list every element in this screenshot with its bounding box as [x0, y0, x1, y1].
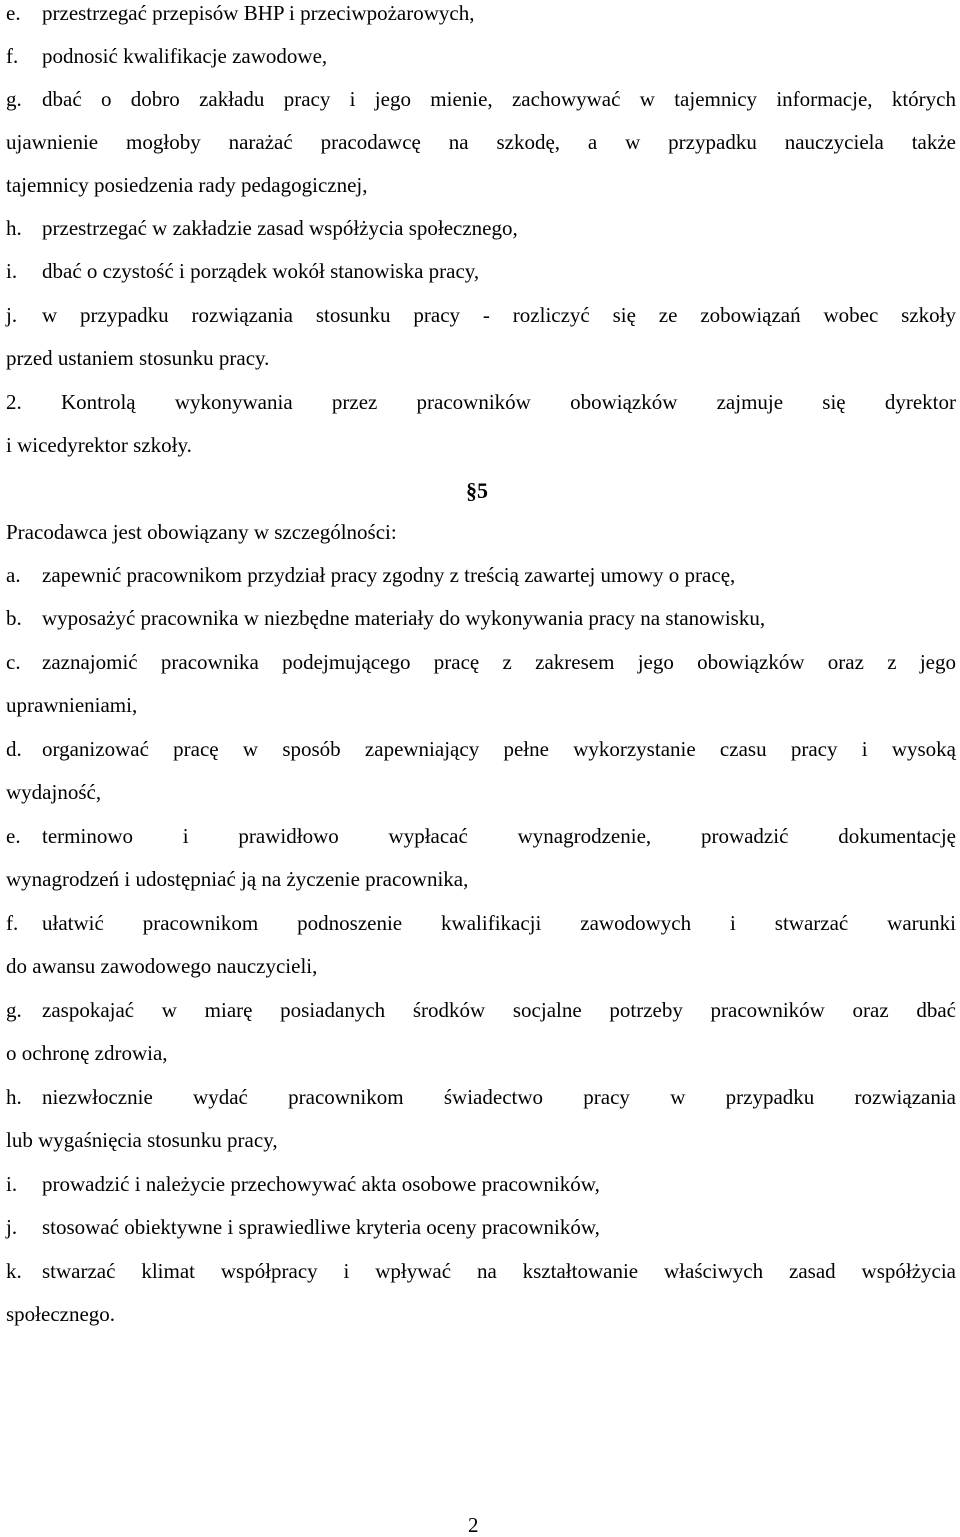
item-text: wyposażyć pracownika w niezbędne materiały do wykonywania pracy na stanowisku, [42, 606, 766, 630]
item-text: zaspokajać w miarę posiadanych środków socjalne potrzeby pracowników oraz dbać [42, 998, 956, 1022]
list-item-e [6, 0, 956, 26]
list-item-j [6, 302, 956, 328]
item-letter: i. [6, 1172, 18, 1196]
item-letter: c. [6, 650, 21, 674]
section-heading: §5 [466, 478, 488, 503]
list-item-g2 [6, 997, 956, 1023]
item-continuation: ujawnienie mogłoby narażać pracodawcę na szkodę, a w przypadku nauczyciela także [6, 130, 956, 154]
item-letter: h. [6, 1085, 22, 1109]
item-letter: f. [6, 911, 19, 935]
list-item-k [6, 1258, 956, 1284]
list-item-j2 [6, 1214, 956, 1240]
item-letter: e. [6, 824, 21, 848]
item-text: terminowo i prawidłowo wypłacać wynagrodzenie, prowadzić dokumentację [42, 824, 956, 848]
list-item-c [6, 649, 956, 675]
item-continuation: o ochronę zdrowia, [6, 1041, 168, 1065]
point-2-text: 2. Kontrolą wykonywania przez pracowników obowiązków zajmuje się dyrektor [6, 390, 956, 414]
item-letter: d. [6, 737, 22, 761]
item-text: organizować pracę w sposób zapewniający pełne wykorzystanie czasu pracy i wysoką [42, 737, 956, 761]
item-letter: g. [6, 998, 22, 1022]
item-text: stosować obiektywne i sprawiedliwe kryteria oceny pracowników, [42, 1215, 600, 1239]
item-text: przestrzegać przepisów BHP i przeciwpożarowych, [42, 1, 475, 25]
item-letter: i. [6, 259, 18, 283]
item-continuation: lub wygaśnięcia stosunku pracy, [6, 1128, 278, 1152]
item-letter: h. [6, 216, 22, 240]
list-item-i [6, 258, 956, 284]
item-letter: j. [6, 1215, 18, 1239]
item-continuation: uprawnieniami, [6, 693, 138, 717]
item-continuation: do awansu zawodowego nauczycieli, [6, 954, 318, 978]
list-item-g [6, 86, 956, 112]
item-continuation: wydajność, [6, 780, 102, 804]
item-letter: k. [6, 1259, 22, 1283]
section-intro: Pracodawca jest obowiązany w szczególności: [6, 520, 397, 544]
item-text: dbać o dobro zakładu pracy i jego mienie, zachowywać w tajemnicy informacje, których [42, 87, 956, 111]
item-letter: e. [6, 1, 21, 25]
item-text: w przypadku rozwiązania stosunku pracy - rozliczyć się ze zobowiązań wobec szkoły [42, 303, 956, 327]
item-letter: a. [6, 563, 21, 587]
item-letter: g. [6, 87, 22, 111]
list-item-h [6, 215, 956, 241]
point-2-continuation: i wicedyrektor szkoły. [6, 433, 192, 457]
item-text: dbać o czystość i porządek wokół stanowiska pracy, [42, 259, 480, 283]
item-text: niezwłocznie wydać pracownikom świadectwo pracy w przypadku rozwiązania [42, 1085, 956, 1109]
item-continuation: tajemnicy posiedzenia rady pedagogicznej, [6, 173, 368, 197]
page-number: 2 [468, 1513, 479, 1537]
item-text: przestrzegać w zakładzie zasad współżycia społecznego, [42, 216, 518, 240]
item-continuation: wynagrodzeń i udostępniać ją na życzenie pracownika, [6, 867, 469, 891]
list-item-i2 [6, 1171, 956, 1197]
list-item-e2 [6, 823, 956, 849]
item-text: prowadzić i należycie przechowywać akta osobowe pracowników, [42, 1172, 600, 1196]
item-text: stwarzać klimat współpracy i wpływać na kształtowanie właściwych zasad współżycia [42, 1259, 956, 1283]
item-continuation: społecznego. [6, 1302, 116, 1326]
item-text: ułatwić pracownikom podnoszenie kwalifikacji zawodowych i stwarzać warunki [42, 911, 956, 935]
item-letter: b. [6, 606, 22, 630]
list-item-h2 [6, 1084, 956, 1110]
list-item-d [6, 736, 956, 762]
item-letter: f. [6, 44, 19, 68]
list-item-b [6, 605, 956, 631]
item-text: zapewnić pracownikom przydział pracy zgodny z treścią zawartej umowy o pracę, [42, 563, 736, 587]
item-text: zaznajomić pracownika podejmującego pracę z zakresem jego obowiązków oraz z jego [42, 650, 956, 674]
list-item-f [6, 43, 956, 69]
list-item-a [6, 562, 956, 588]
item-letter: j. [6, 303, 18, 327]
list-item-f2 [6, 910, 956, 936]
item-text: podnosić kwalifikacje zawodowe, [42, 44, 328, 68]
item-continuation: przed ustaniem stosunku pracy. [6, 346, 270, 370]
